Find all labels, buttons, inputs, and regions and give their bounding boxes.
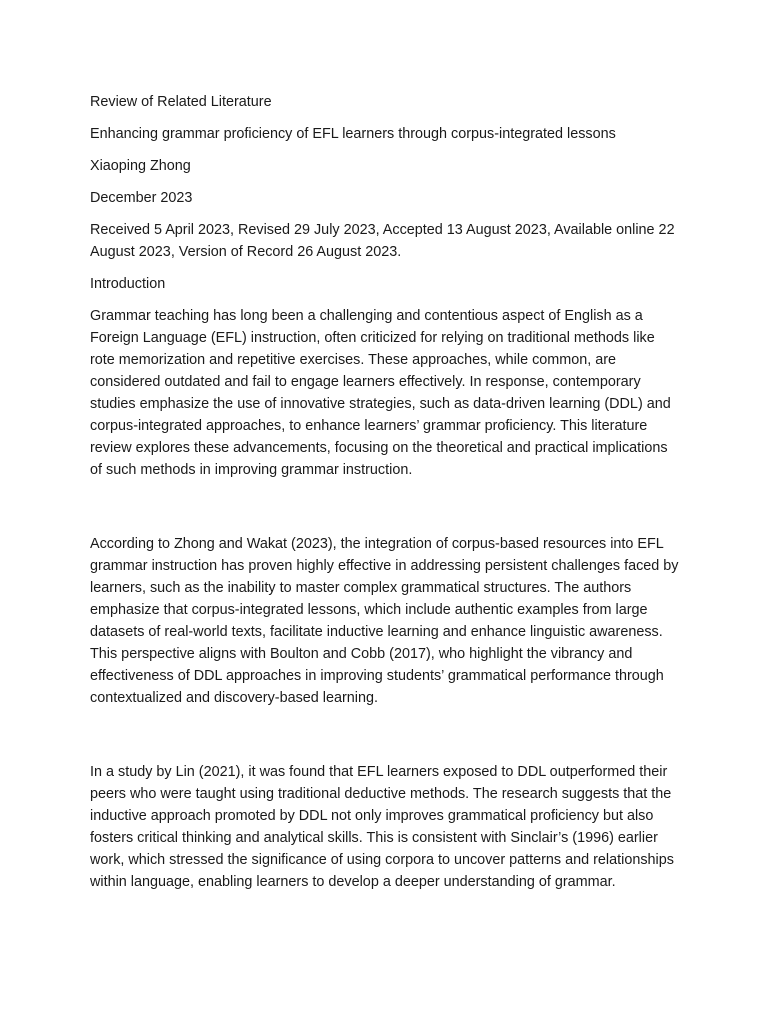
document-author: Xiaoping Zhong bbox=[90, 158, 191, 174]
document-page bbox=[90, 91, 680, 903]
document-date: December 2023 bbox=[90, 190, 193, 206]
paragraph-spacer bbox=[90, 719, 680, 761]
body-paragraph-3: In a study by Lin (2021), it was found that EFL learners exposed to DDL outperformed their peers who were taught using traditional deductive methods. The research suggests that the inductive approach promoted by DDL not only improves grammatical proficiency but also fosters critical thinking and analytical skills. This is consistent with Sinclair’s (1996) earlier work, which stressed the significance of using corpora to uncover patterns and relationships within language, enabling learners to develop a deeper understanding of grammar. bbox=[90, 764, 674, 890]
paragraph-spacer bbox=[90, 491, 680, 533]
document-title: Enhancing grammar proficiency of EFL learners through corpus-integrated lessons bbox=[90, 126, 616, 142]
document-heading: Review of Related Literature bbox=[90, 94, 272, 110]
body-paragraph-1: Grammar teaching has long been a challenging and contentious aspect of English as a Foreign Language (EFL) instruction, often criticized for relying on traditional methods like rote memorization and repetitive exercises. These approaches, while common, are considered outdated and fail to engage learners effectively. In response, contemporary studies emphasize the use of innovative strategies, such as data-driven learning (DDL) and corpus-integrated approaches, to enhance learners’ grammar proficiency. This literature review explores these advancements, focusing on the theoretical and practical implications of such methods in improving grammar instruction. bbox=[90, 308, 671, 478]
section-heading: Introduction bbox=[90, 276, 166, 292]
body-paragraph-2: According to Zhong and Wakat (2023), the integration of corpus-based resources into EFL grammar instruction has proven highly effective in addressing persistent challenges faced by learners, such as the inability to master complex grammatical structures. The authors emphasize that corpus-integrated lessons, which include authentic examples from large datasets of real-world texts, facilitate inductive learning and enhance linguistic awareness. This perspective aligns with Boulton and Cobb (2017), who highlight the vibrancy and effectiveness of DDL approaches in improving students’ grammatical performance through contextualized and discovery-based learning. bbox=[90, 536, 679, 706]
document-history: Received 5 April 2023, Revised 29 July 2023, Accepted 13 August 2023, Available online 22 August 2023, Version of Record 26 August 2023. bbox=[90, 222, 675, 260]
